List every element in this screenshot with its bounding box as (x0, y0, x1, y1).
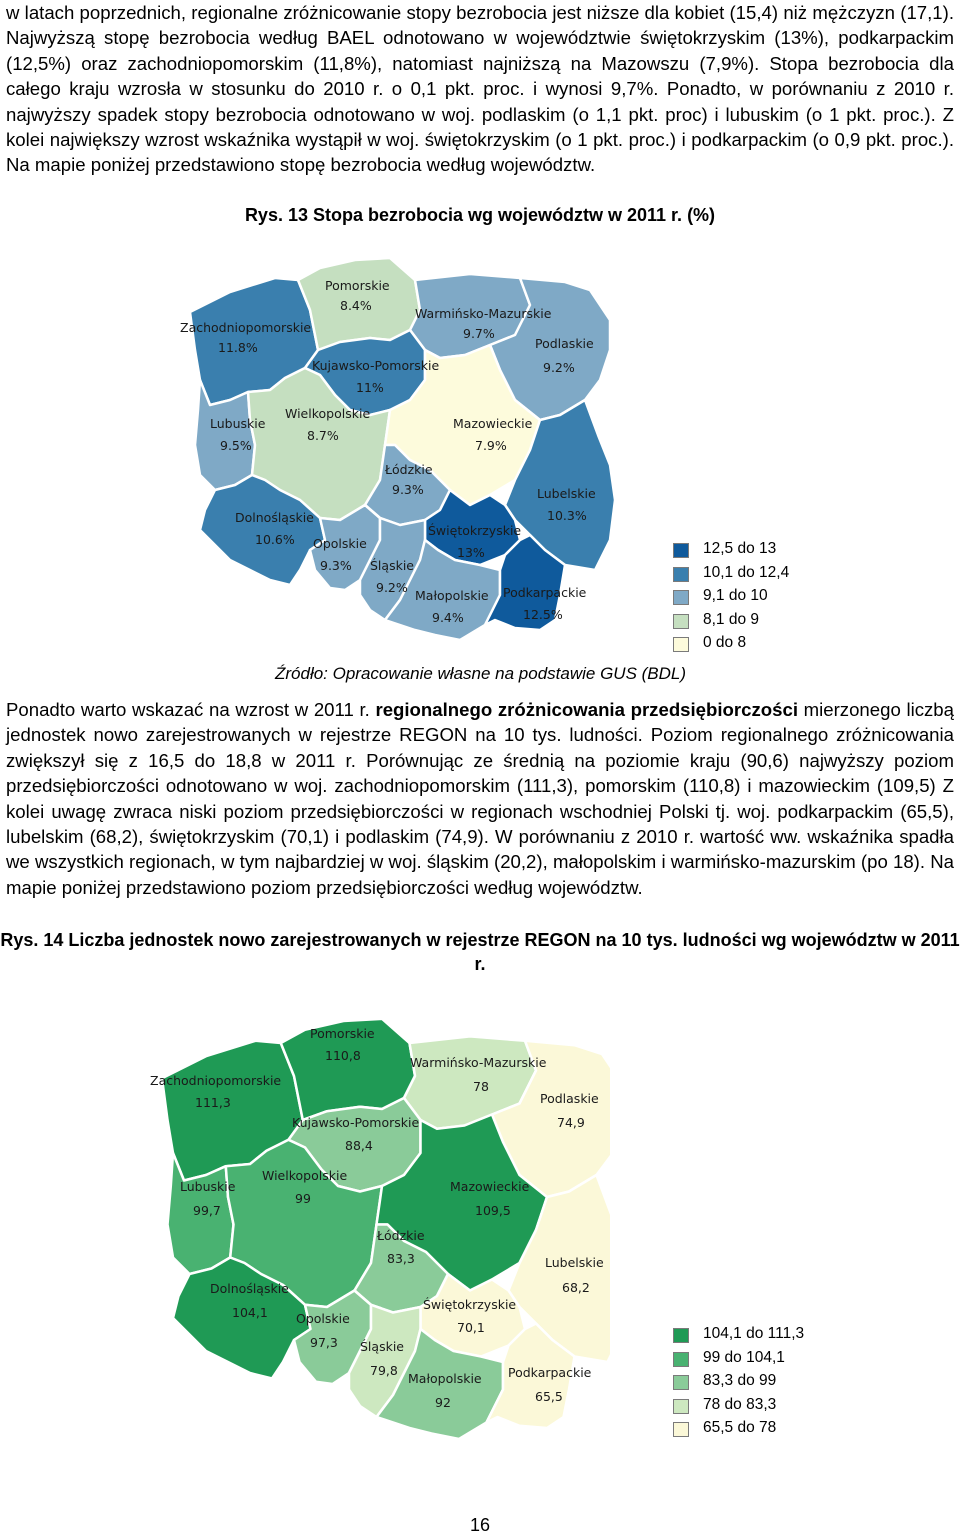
region-value-malopolskie: 9.4% (432, 610, 464, 625)
region-label-slaskie: Śląskie (370, 558, 414, 573)
region-value-lodzkie: 83,3 (387, 1251, 415, 1266)
legend-swatch (673, 1422, 689, 1437)
region-value-lodzkie: 9.3% (392, 482, 424, 497)
region-value-malopolskie: 92 (435, 1395, 451, 1410)
region-label-opolskie: Opolskie (296, 1311, 350, 1326)
region-value-lubelskie: 10.3% (547, 508, 587, 523)
region-label-pomorskie: Pomorskie (310, 1026, 375, 1041)
legend-swatch (673, 1352, 689, 1367)
region-label-lubuskie: Lubuskie (180, 1179, 236, 1194)
region-label-dolnoslaskie: Dolnośląskie (235, 510, 314, 525)
regon-map (120, 995, 610, 1455)
legend-swatch (673, 543, 689, 558)
legend-swatch (673, 1375, 689, 1390)
figure-14-caption-text: Rys. 14 Liczba jednostek nowo zarejestrowanych w rejestrze REGON na 10 tys. ludności wg województw w 2011 r. (0, 930, 960, 974)
region-value-podkarpackie: 12.5% (523, 607, 563, 622)
legend-swatch (673, 614, 689, 629)
legend-label: 99 do 104,1 (703, 1348, 785, 1366)
region-label-malopolskie: Małopolskie (415, 588, 489, 603)
region-label-pomorskie: Pomorskie (325, 278, 390, 293)
legend-swatch (673, 1399, 689, 1414)
legend-label: 0 do 8 (703, 634, 747, 651)
region-value-podlaskie: 9.2% (543, 360, 575, 375)
region-label-slaskie: Śląskie (360, 1339, 404, 1354)
paragraph-text: Ponadto warto wskazać na wzrost w 2011 r. (6, 699, 376, 720)
region-value-lubelskie: 68,2 (562, 1280, 590, 1295)
region-value-slaskie: 9.2% (376, 580, 408, 595)
region-value-warminsko-mazurskie: 9.7% (463, 326, 495, 341)
region-label-swietokrzyskie: Świętokrzyskie (428, 523, 522, 538)
region-value-kujawsko-pomorskie: 11% (356, 380, 384, 395)
region-value-slaskie: 79,8 (370, 1363, 398, 1378)
region-label-zachodniopomorskie: Zachodniopomorskie (180, 320, 312, 335)
region-value-lubuskie: 99,7 (193, 1203, 221, 1218)
legend-swatch (673, 590, 689, 605)
region-value-warminsko-mazurskie: 78 (473, 1079, 489, 1094)
region-label-lodzkie: Łódzkie (377, 1228, 425, 1243)
region-label-swietokrzyskie: Świętokrzyskie (423, 1297, 517, 1312)
region-value-zachodniopomorskie: 111,3 (195, 1095, 231, 1110)
legend-label: 10,1 do 12,4 (703, 563, 790, 581)
region-label-lodzkie: Łódzkie (385, 462, 433, 477)
region-label-podkarpackie: Podkarpackie (503, 585, 587, 600)
region-label-podkarpackie: Podkarpackie (508, 1365, 592, 1380)
legend-label: 104,1 do 111,3 (703, 1325, 805, 1342)
region-value-zachodniopomorskie: 11.8% (218, 340, 258, 355)
region-label-kujawsko-pomorskie: Kujawsko-Pomorskie (292, 1115, 420, 1130)
legend-swatch (673, 637, 689, 652)
region-value-dolnoslaskie: 104,1 (232, 1305, 268, 1320)
legend-swatch (673, 567, 689, 582)
region-label-lubelskie: Lubelskie (537, 486, 596, 501)
figure-14-caption (0, 928, 960, 976)
region-label-warminsko-mazurskie: Warmińsko-Mazurskie (410, 1055, 547, 1070)
region-value-mazowieckie: 109,5 (475, 1203, 511, 1218)
legend-label: 12,5 do 13 (703, 540, 777, 557)
region-value-opolskie: 9.3% (320, 558, 352, 573)
region-value-dolnoslaskie: 10.6% (255, 532, 295, 547)
region-value-opolskie: 97,3 (310, 1335, 338, 1350)
legend-label: 65,5 do 78 (703, 1419, 777, 1436)
region-label-opolskie: Opolskie (313, 536, 367, 551)
region-label-wielkopolskie: Wielkopolskie (285, 406, 371, 421)
region-value-pomorskie: 8.4% (340, 298, 372, 313)
paragraph-entrepreneurship (6, 697, 954, 900)
region-label-zachodniopomorskie: Zachodniopomorskie (150, 1073, 282, 1088)
region-label-warminsko-mazurskie: Warmińsko-Mazurskie (415, 306, 552, 321)
page-number: 16 (469, 1515, 491, 1535)
region-label-mazowieckie: Mazowieckie (450, 1179, 530, 1194)
region-value-lubuskie: 9.5% (220, 438, 252, 453)
paragraph-bold-text: regionalnego zróżnicowania przedsiębiorczości (375, 699, 798, 720)
legend-label: 83,3 do 99 (703, 1372, 777, 1389)
region-label-lubuskie: Lubuskie (210, 416, 266, 431)
legend-label: 9,1 do 10 (703, 587, 768, 604)
region-value-mazowieckie: 7.9% (475, 438, 507, 453)
region-value-wielkopolskie: 99 (295, 1191, 311, 1206)
figure-13-source: Źródło: Opracowanie własne na podstawie GUS (BDL) (275, 664, 687, 683)
legend-label: 78 do 83,3 (703, 1395, 777, 1413)
region-value-swietokrzyskie: 13% (457, 545, 485, 560)
region-label-wielkopolskie: Wielkopolskie (262, 1168, 348, 1183)
legend-swatch (673, 1328, 689, 1343)
unemployment-map (170, 250, 630, 660)
figure-13-caption: Rys. 13 Stopa bezrobocia wg województw w 2011 r. (%) (244, 205, 716, 225)
region-value-podlaskie: 74,9 (557, 1115, 585, 1130)
region-value-wielkopolskie: 8.7% (307, 428, 339, 443)
region-label-kujawsko-pomorskie: Kujawsko-Pomorskie (312, 358, 440, 373)
region-label-dolnoslaskie: Dolnośląskie (210, 1281, 289, 1296)
region-value-podkarpackie: 65,5 (535, 1389, 563, 1404)
region-label-malopolskie: Małopolskie (408, 1371, 482, 1386)
region-label-podlaskie: Podlaskie (540, 1091, 599, 1106)
region-value-pomorskie: 110,8 (325, 1048, 361, 1063)
legend-label: 8,1 do 9 (703, 610, 760, 628)
region-label-lubelskie: Lubelskie (545, 1255, 604, 1270)
region-label-podlaskie: Podlaskie (535, 336, 594, 351)
paragraph-text: mierzonego liczbą jednostek nowo zarejestrowanych w rejestrze REGON na 10 tys. ludności. Poziom regionalnego zróżnicowania zwiększył się z 16,5 do 18,8 w 2011 r. Porównując ze średnią na poziomie kraju (90,6) najwyższy poziom przedsiębiorczości odnotowano w woj. zachodniopomorskim (111,3), pomorskim (110,8) i mazowieckim (109,5) Z kolei uwagę zwraca niski poziom przedsiębiorczości w regionach wschodniej Polski tj. woj. podkarpackim (65,5), lubelskim (68,2), świętokrzyskim (70,1) i podlaskim (74,9). W porównaniu z 2010 r. wartość ww. wskaźnika spadła we wszystkich regionach, w tym najbardziej w woj. śląskim (20,2), małopolskim i warmińsko-mazurskim (po 18). Na mapie poniżej przedstawiono poziom przedsiębiorczości według województw. (6, 699, 954, 898)
region-value-swietokrzyskie: 70,1 (457, 1320, 485, 1335)
paragraph-unemployment: w latach poprzednich, regionalne zróżnicowanie stopy bezrobocia jest niższe dla kobiet (15,4) niż mężczyzn (17,1). Najwyższą stopę bezrobocia według BAEL odnotowano w województwie świętokrzyskim (13%), podkarpackim (12,5%) oraz zachodniopomorskim (11,8%), natomiast najniższą na Mazowszu (7,9%). Stopa bezrobocia dla całego kraju wzrosła w stosunku do 2010 r. o 0,1 pkt. proc. i wynosi 9,7%. Ponadto, w porównaniu z 2010 r. najwyższy spadek stopy bezrobocia odnotowano w woj. podlaskim (o 1,1 pkt. proc) i lubuskim (o 1 pkt. proc.). Z kolei największy wzrost wskaźnika wystąpił w woj. świętokrzyskim (o 1 pkt. proc.) i podkarpackim (o 0,9 pkt. proc.). Na mapie poniżej przedstawiono stopę bezrobocia według województw. (6, 2, 954, 176)
region-label-mazowieckie: Mazowieckie (453, 416, 533, 431)
region-value-kujawsko-pomorskie: 88,4 (345, 1138, 373, 1153)
